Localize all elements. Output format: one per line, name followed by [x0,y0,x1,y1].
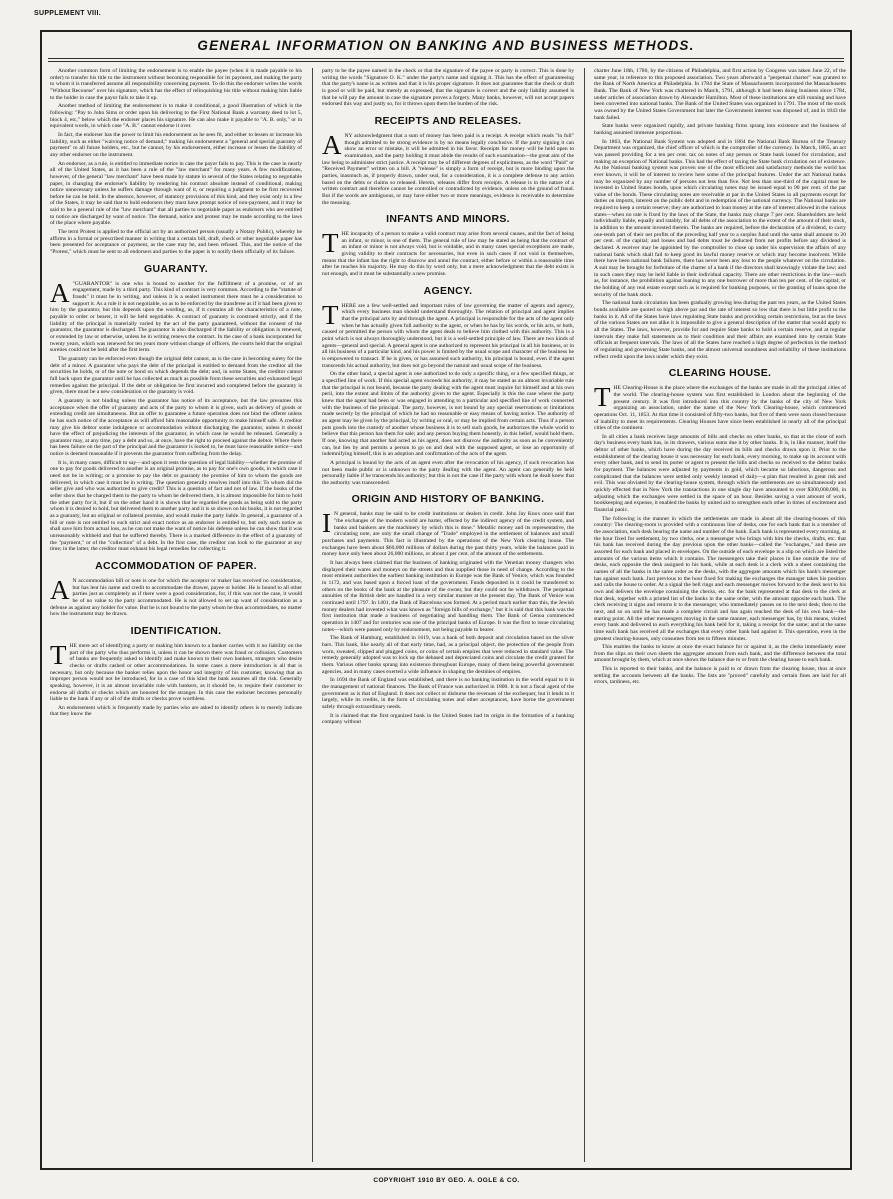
national-bank-paragraph: In 1863, the National Bank System was adopted and in 1864 the National Bank Bureau of the Treasury Department was organized, the chief officer of which is the comptroller of the currency. In March, 1865, an act was passed providing for a ten per cent. tax on notes of any person or State bank issued for circulation, and making an exception of National banks. This had the effect of taxing the State bank circulation out of existence. As the National banking system was proven one of the most efficient and satisfactory methods the world has ever known, it will be of interest to review here some of the principal features. Under the act National banks may be organized by any number of persons not less than five. Not less than one-third of the capital must be invested in United States bonds, upon which circulating notes may be issued equal to 90 per cent. of the par value of the bonds. These circulating notes are receivable at par in the United States in all payments except for duties on imports, interest on the public debt and in redemption of the national currency. The National banks are required to keep a certain reserve; they are authorized to loan money at the rate of interest allowed in the various states—when no rate is fixed by the laws of the State, the banks may charge 7 per cent. Shareholders are held individually liable, equally and ratably, for all debts of the association to the extent of the amount of their stock, in addition to the amount invested therein. The banks are required, before the declaration of a dividend, to carry one-tenth part of their net profits of the preceding half year to a surplus fund until the same shall amount to 20 per cent. of the capital; and losses and bad debts must be deducted from net profits before any dividend is declared. A receiver may be appointed by the comptroller to close up under his supervision the affairs of any national bank which shall fail to keep good its lawful money reserve or which may become insolvent. While there have been national bank failures, there has never been any loss to the people whatever on the circulation. A suit may be brought for forfeiture of the charter of a bank if the directors shall knowingly violate the law; and in such cases they may be held liable in their individual capacity. There are other restrictions in the law—such as, for instance, the prohibition against loaning to any one borrower of more than ten per cent. of the capital; or the holding of any real estate except such as is required for banking purposes, or the granting of loans upon the security of the bank stock. [594,138,846,298]
infants-heading: INFANTS AND MINORS. [386,213,510,226]
origin-paragraph [322,508,574,558]
agency-paragraph-text: HERE are a few well-settled and important rules of law governing the matter of agents and agency, which every business man should understand thoroughly. The relation of principal and agent implies that the principal acts by and through the agent. A principal is responsible for the acts of the agent only when he has actually given full authority to the agent, or when he has by his words, or his acts, or both, caused or permitted the person with whom the agent deals to believe him clothed with this authority. This is a point which is not always thoroughly understood, but it is a well-settled principle of law. There are two kinds of agents—general and special. A general agent is one authorized to represent his principal in all his business, or in all his business of a particular kind, and his power is limited by the usual scope and character of the business he is empowered to transact. If he is given, or has assumed such authority, his principal is bound, even if the agent transcends his actual authority, but does not go beyond the natural and usual scope of the business. [322,302,574,369]
origin-heading: ORIGIN AND HISTORY OF BANKING. [351,493,545,506]
masthead-rule-top [48,58,844,59]
drop-cap: T [50,639,67,670]
receipts-heading: RECEIPTS AND RELEASES. [374,114,522,127]
drop-cap: T [322,299,339,330]
origin-paragraph: The Bank of Hamburg, established in 1619, was a bank of both deposit and circulation based on the silver bars. This bank, like nearly all of that early time, had, as a principal object, the protection of the people from worn, sweated, clipped and plugged coins, or coins of certain empires that were reduced in standard value. The remedy generally adopted was to lock up the debased and depreciated coins and circulate the credit granted for them. Various other banks sprang into existence throughout Europe, many of them being powerful government agencies, and in many cases exerted a wide influence in shaping the destinies of empires. [322,635,574,675]
identification-paragraph [50,639,302,703]
clearing-house-heading: CLEARING HOUSE. [668,367,772,380]
endorsement-paragraph: In fact, the endorser has the power to limit his endorsement as he sees fit, and either to lessen or increase his liability, such as either "waiving notice of demand;" making his endorsement a "general and special guaranty of payment" to all future holders, etc., but he cannot, by his endorsement, either increase or lessen the liability of any other endorser on the instrument. [50,131,302,158]
clearing-house-paragraph: In all cities a bank receives large amounts of bills and checks on other banks, so that at the close of each day's business every bank has, in its drawers, various sums due it by other banks. It is, in like manner, itself the debtor of other banks, which have during the day received its bills and checks drawn upon it. Prior to the establishment of the clearing house it was necessary for each bank, every morning, to make up its account with every other bank, and to send its porter or agent to present the bills and checks so received to the debtor banks for payment. The balances were adjusted by payments in gold, which became so laborious, dangerous and complicated that the balances were settled only weekly instead of daily—a plan that resulted in great risk and evil. This was obviated by the clearing-house system, through which the settlements are so simultaneously and quickly effected that in New York the transactions in one single day have amounted to over $300,000,000, in adjusting which the exchanges were settled in the space of an hour. Besides saving a vast amount of work, bookkeeping and expense, it enabled the banks by united aid to strengthen each other in times of excitement and financial panic. [594,433,846,514]
endorsement-paragraph: Another common form of limiting the endorsement is to enable the payee (when it is made payable to his order) to transfer his title to the instrument without becoming responsible for its payment, and making the party to whom it is transferred assume all responsibility concerning payment. To do this the endorser writes the words "Without Recourse" over his signature, which has the effect of relinquishing his title without making him liable to the holder in case the payor fails to take it up. [50,68,302,101]
infants-paragraph-text: HE incapacity of a person to make a valid contract may arise from several causes, and the fact of being an infant, or minor, is one of them. The general rule of law may be stated as being that the contract of an infant or minor is not always void, but is voidable, and in many cases special exceptions are made, giving validity to their contracts for necessaries, but even in such cases if not void in themselves, means that the infant has the right to disavow and annul the contract, either before or within a reasonable time after he reaches his majority. He may do this by word only, but a mere acknowledgment that the debt exists is not enough, and it must be substantially a new promise. [322,231,574,278]
column-left [50,68,302,1162]
identification-heading: IDENTIFICATION. [130,624,222,637]
guaranty-paragraph: It is, in many cases, difficult to say—and upon it rests the question of legal liability—whether the promise of one to pay for goods delivered to another is an original promise, as to pay for one's own goods, in which case it need not be in writing; or a promise to pay the debt or guaranty the promise of him to whom the goods are delivered, in which case it must be in writing. The question generally resolves itself into this: To whom did the seller give and who was authorized to give credit? This is a question of fact and not of law. If the books of the seller show that he charged them to the party to whom he delivered them, it is almost impossible for him to hold the other party for it, but if on the other hand it is shown that he regarded the goods as being sold to the party whom it is desired to hold, but delivered them to another party and it is so shown on his books, it is not regarded as a guaranty, but an original or collateral promise, and would make the party liable. In general, a guarantor of a bill or note is not entitled to such strict and exact notice as an endorser is entitled to, but only such notice as shall save him from actual loss, as he can not make the want of notice his defense unless he can show that it was unreasonably withheld and that he suffered thereby. There is a marked difference in the effect of a guaranty of the "payment," or of the "collection" of a debt. In the first case, the creditor can look to the guarantor at any time; in the latter, the creditor must exhaust his legal remedies for collecting it. [50,459,302,553]
agency-paragraph [322,299,574,370]
identification-paragraph: An endorsement which is frequently made by parties who are asked to identify others is to merely indicate that they know the [50,704,302,718]
column-right [594,68,846,1162]
receipts-paragraph-text: NY acknowledgment that a sum of money has been paid is a receipt. A receipt which reads "in full" though admitted to be strong evidence is by no means legally conclusive. If the party signing it can show an error or mistake, it will be admitted in his favor. Receipts for money will be held open to examination, and the party holding it must abide the results of such examination—the great aim of the law being to administer strict justice. A receipt may be of different degrees of explicitness, as the word "Paid" or "Received Payment" written on a bill. A "release" is simply a form of receipt, but is more binding upon the parties, inasmuch as, if properly drawn, under seal, for a consideration, it is a complete defense to any action based on the debts or claims so released. Herein, releases differ from receipts. A release is in the nature of a written contract and therefore cannot be controlled or contradicted by evidence, unless on the ground of fraud. But if the words are ambiguous, or may have either two or more meanings, evidence is receivable to determine the meaning. [322,132,574,206]
origin-paragraph: In 1694 the Bank of England was established, and there is no banking institution in the world equal to it in the management of national finances. The Bank of France was authorized in 1800. It is not a fiscal agent of the government as is that of England. It does not collect or disburse the revenues of the exchequer, but it lends to it largely, while its credits, in the form of circulating notes and other acceptances, have borne the government safely through extraordinary needs. [322,677,574,710]
agency-paragraph: A principal is bound by the acts of an agent even after the revocation of his agency, if such revocation has not been made public or is unknown to the party dealing with the agent. An agent can generally be held personally liable if he transcends his authority; but this is not the case if the party with whom he dealt knew that the authority was transcended. [322,459,574,486]
clearing-house-paragraph [594,382,846,432]
drop-cap: A [322,129,342,160]
drop-cap: A [50,277,70,308]
supplement-label: SUPPLEMENT VIII. [34,10,102,17]
infants-paragraph [322,228,574,278]
guaranty-paragraph: The guaranty can be enforced even though the original debt cannot, as is the case in becoming surety for the debt of a minor. A guarantor who pays the debt of the principal is entitled to demand from the creditor all the securities he holds, or of the note or bond on which depends the debt; and, in some States, the creditor cannot fall back upon the guarantor until he has collected as much as possible from these securities and exhausted legal remedies against the principal. If the debt or obligation be first incurred and completed before the guaranty is given, there must be a new consideration or the guaranty is void. [50,355,302,396]
endorsement-paragraph: Another method of limiting the endorsement is to make it conditional, a good illustration of which is the following: "Pay to John Sims or order upon his delivering to the First National Bank a warranty deed to lot 5, block 4, etc," below which the endorser places his signature. He can also make it payable to "A. B. only," or in equivalent words, in which case "A. B." cannot endorse it over. [50,103,302,130]
guaranty-heading: GUARANTY. [144,262,208,275]
clearing-house-paragraph: The following is the manner in which the settlements are made in about all the clearing-houses of this country: The clearing-room is provided with a continuous line of desks, one for each bank that is a member of the association, each desk bearing the name and number of the bank. Each bank is represented every morning, at the hour fixed for settlement, by two clerks, one a messenger who brings with him the checks, drafts, etc. that his bank has received during the day previous upon the other banks—called the "exchanges," and these are assorted for each bank and placed in envelopes. On the outside of each envelope is a slip on which are listed the amounts of the various items which it contains. The messengers take their places in line outside the row of desks, each opposite the desk assigned to his bank, while at each desk is a clerk with a sheet containing the names of all the banks in the same order as the desks, with the aggregate amounts which his bank's messenger has against each bank. Just previous to the hour fixed for making the exchanges the manager takes his position and calls the house to order. At a signal the bell rings and each messenger moves forward to the desk next to his own and delivers the envelope containing the checks, etc. for the bank represented at that desk to the clerk at that desk, together with a printed list of the banks in the same order, with the amount opposite each bank. The clerk receiving it signs and returns it to the messenger, who immediately passes on to the next desk; then to the next, and so on until he has made a complete circuit and has again reached the desk of his own bank—the starting point. All the other messengers moving in the same manner, each messenger has, by this means, visited every bank and delivered to each everything his bank held for it, taking a receipt for the same; and at the same time each bank has received all the exchanges that every other bank had against it. This operation, even in the greatest clearing-houses, only consumes from ten to fifteen minutes. [594,515,846,642]
agency-paragraph: On the other hand, a special agent is one authorized to do only a specific thing, or a few specified things, or a specified line of work. If this special agent exceeds his authority, it may be stated as an almost invariable rule that the principal is not bound, because the party dealing with the agent must inquire for himself and at his own peril, into the extent and limits of the authority given to the agent. Especially is this the case where the party knew that the agent had been or was engaged in attending to a particular and specified line of work connected with the business of the principal. The party, however, is not bound by any special reservations or limitations made secretly by the principal of which he had no reasonable or easy means of having notice. The authority of an agent may be given by the principal, by writing or oral, or may be implied from certain acts. Thus if a person puts goods into the custody of another whose business it is to sell such goods, he authorizes the whole world to believe that this person has them for sale; and any person buying them honestly, in this belief, would hold them. If one, knowing that another had acted as his agent, does not disavow the authority as soon as he conveniently can, but lies by and permits a person to go on and deal with the supposed agent, or lose an opportunity of indemnifying himself, this is an adoption and confirmation of the acts of the agent. [322,371,574,458]
banking-history-paragraph: State banks were organized rapidly, and private banking firms sprang into existence and the business of banking assumed immense proportions. [594,123,846,136]
protest-paragraph: The term Protest is applied to the official act by an authorized person (usually a Notary Public), whereby he affirms in a formal or prescribed manner in writing that a certain bill, draft, check or other negotiable paper has been presented for acceptance or payment, as the case may be, and been refused. This, and the notice of the "Protest," which must be sent to all endorsers and parties to the paper is to notify them officially of its failure. [50,229,302,256]
accommodation-paragraph-text: N accommodation bill or note is one for which the acceptor or maker has received no consideration, but has lent his name and credit to accommodate the drawer, payee or holder. He is bound to all other parties just as completely as if there were a good consideration, for, if this was not the case, it would be of no value to the party accommodated. He is not allowed to set up want of consideration as a defense as against any holder for value. But he is not bound to the party whom he thus accommodates, no matter how the instrument may be drawn. [50,577,302,618]
drop-cap: T [322,228,339,259]
article-columns [50,68,846,1164]
guaranty-paragraph-text: "GUARANTOR" is one who is bound to another for the fulfillment of a promise, or of an engagement, made by a third party. This kind of contract is very common. According to the "statute of frauds" it must be in writing, and unless it is a sealed instrument there must be a consideration to support it. As a rule it is not negotiable, so as to be enforced by the transferee as if it had been given to him by the guarantor, but this depends upon the wording, as, if it contains all the characteristics of a note, payable to order or bearer, it will be held negotiable. A contract of guaranty is construed strictly, and if the liability of the principal is materially varied by the act of the party guaranteed, without the consent of the guarantor, the guarantor is discharged. The guarantor is also discharged if the liability or obligation is renewed, or extended by law or otherwise, unless he in writing renews the contract. In the case of a bank incorporated for twenty years, which was renewed for ten years more without change of officers, the courts held that the original sureties could not be held after the first term. [50,280,302,354]
clearing-house-paragraph: This enables the banks to know at once the exact balance for or against it, as the clerks immediately enter from the slips on their own sheets the aggregate amount from each bank, and the difference between the total amount brought by them, which at once shows the balance due to or from the clearing house to each bank. [594,644,846,664]
receipts-paragraph [322,129,574,206]
clearing-house-paragraph: This is reported to their banks, and the balance is paid to or drawn from the clearing house, thus at once settling the accounts between all the banks. The lists are "proved" carefully and certain fines are laid for all errors, tardiness, etc. [594,666,846,686]
guaranty-paragraph: A guaranty is not binding unless the guarantor has notice of its acceptance, but the law presumes this acceptance when the offer of guaranty and acts of the party to whom it is given, such as delivery of goods or extending credit are simultaneous. But an offer to guarantee a future operation does not bind the offerer unless he has such notice of the acceptance as will afford him reasonable opportunity to make himself safe. A creditor may give his debtor some indulgence or accommodation without discharging the guarantor, unless it should have the effect of prejudicing the interests of the guarantor, in which case he would be released. Generally a guarantor may, at any time, pay a debt and so, at once, have the right to proceed against the debtor. Where there has been failure on the part of the principal and the guarantor is looked to, he must have reasonable notice—and notice is deemed reasonable if it prevents the guarantor from suffering from the delay. [50,397,302,458]
clearing-house-paragraph-text: HE Clearing-House is the place where the exchanges of the banks are made in all the principal cities of the world. The clearing-house system was first established in London about the beginning of the present century. It was first introduced into this country by the banks of the city of New York organizing an association, under the name of the New York Clearing-house, which commenced operations Oct. 11, 1853. At that time it consisted of fifty-two banks, but five of them were soon closed because of inability to meet its requirements. Clearing Houses have since been established in nearly all of the principal cities of the continent. [594,385,846,432]
column-middle [322,68,574,1162]
agency-heading: AGENCY. [423,284,473,297]
masthead-title: GENERAL INFORMATION ON BANKING AND BUSINESS METHODS. [197,38,695,53]
column-divider [312,68,313,1162]
signature-paragraph: party to be the payee named in the check or that the signature of the payee or party is correct. This is done by writing the words "Signature O. K." under the party's name and signing it. This has the effect of guaranteeing that the party's name is as written and that it is his proper signature. It does not guarantee that the check or draft is good or will be paid, but merely as expressed, that the signature is correct and the only liability assumed is that he will pay the amount in case the signature proves a forgery. Many banks, however, will not accept papers endorsed this way and justly so, for it throws upon them the burden of the risk. [322,68,574,108]
endorsement-paragraph: An endorser, as a rule, is entitled to immediate notice in case the payor fails to pay. This is the case in nearly all of the United States, as it has been a rule of the "law merchant" for many years. A few modifications, however, of the general "law merchant" have been made by statute in several of the States relating to negotiable paper, in changing the endorser's liability by rendering his contract absolute instead of conditional, making notice unnecessary unless he suffers damage through want of it, or requiring a judgment to be first recovered before he can be held. In the absence, however, of statutory provisions of this kind, and they exist only in a few of the States, it may be said that to hold endorsers they must have prompt notice of non-payment, and it may be said to be a general rule of the "law merchant" that all parties to negotiable paper as endorsers who are entitled to notice are discharged by want of notice. The demand, notice and protest may be made according to the laws of the place where payable. [50,160,302,227]
origin-paragraph: It has always been claimed that the business of banking originated with the Venetian money changers who displayed their wares and moneys on the streets and thus supplied those in need of change. According to the most eminent authorities the earliest banking institution in Europe was the Bank of Venice, which was founded in 1172, and was based upon a forced loan of the government. Funds deposited in it could be transferred to others on the books of the bank at the pleasure of the owner, but they could not be withdrawn. The perpetual annuities of the British debt are handled in a very similar manner at the present day. The Bank of Venice was continued until 1797. In 1401, the Bank of Barcelona was formed. At a period much earlier than this, the Jewish money dealers had invented what was known as "foreign bills of exchange," but it is said that this bank was the first institution that made a business of negotiating and handling them. The Bank of Genoa commenced operation in 1407 and for centuries was one of the principal banks of Europe. It was the first to issue circulating notes—which were passed only by endorsement, not being payable to bearer. [322,560,574,633]
drop-cap: I [322,508,331,539]
page-frame [40,30,852,1170]
drop-cap: T [594,382,611,413]
identification-paragraph-text: HE mere act of identifying a party or making him known to a banker carries with it no liability on the part of the party who thus performs it, unless it can be shown there was fraud or collusion. Customers of banks are frequently asked to identify and make known to their own bankers, strangers who desire checks or drafts cashed or other accommodations. In some cases a mere introduction is all that is necessary, but only because the banker relies upon the honor and integrity of his customer, knowing that an improper person would not be introduced, for in a case of this kind the bank assumes all the risk. Generally speaking, however, it is an almost invariable rule with bankers, as it should be, to require their customer to endorse all drafts or checks which are honored for the stranger. In this case the endorser becomes personally liable to the bank if any or all of the drafts or checks prove worthless. [50,642,302,703]
origin-paragraph-text: N general, banks may be said to be credit institutions or dealers in credit. John Jay Knox once said that "the exchanges of the modern world are barter, effected by the indirect agency of the credit system, and banks and bankers are the machinery by which this is done." Metallic money and its representative, the circulating note, are only the small change of "Trade" employed in the settlement of balances and small purchases and payments. This fact is illustrated by the operations of the New York clearing house. The exchanges have been about $60,000 millions of dollars during the past thirty years, while the balances paid in money have only been about 26,000 millions, or about 4 per cent. of the amount of the settlements. [322,511,574,558]
masthead-rule-bottom [48,61,844,62]
accommodation-paragraph [50,574,302,618]
drop-cap: A [50,574,70,605]
origin-paragraph: It is claimed that the first organized bank in the United States had its origin in the formation of a banking company without [322,712,574,726]
column-divider [584,68,585,1162]
accommodation-heading: ACCOMMODATION OF PAPER. [95,559,257,572]
guaranty-paragraph [50,277,302,354]
national-bank-paragraph: The national bank circulation has been gradually growing less during the past ten years, as the United States bonds available are quoted so high above par and the rate of interest so low that there is but little profit to the banks in it. All of the States have laws regulating State banks and providing certain restrictions, but as the laws of the various States are not alike it is impossible to give a general description of the matter that would apply to all the States. The laws, however, provide for and require State banks to hold a certain reserve, and at regular intervals they make full statements as to their condition and their affairs are examined into by certain State officials at frequent intervals. The laws of all the States have reached a high degree of perfection in the method of regulating and governing State banks, and the almost universal soundness and reliability of these institutions reflect credit upon the laws under which they exist. [594,300,846,360]
copyright-notice: COPYRIGHT 1910 BY GEO. A. OGLE & CO. [373,1177,520,1184]
banking-history-paragraph: charter June 18th, 1780, by the citizens of Philadelphia, and first action by Congress was taken June 22, of the same year, in reference to this proposed association. Two years afterward a "perpetual charter" was granted to the Bank of North America at Philadelphia. In 1784 the State of Massachusetts incorporated the Massachusetts Bank. The Bank of New York was chartered in March, 1791, although it had been doing business since 1784, under articles of association drawn by Alexander Hamilton. Most of these institutions are still running and have been converted into national banks. The Bank of the United States was organized in 1791. The most of the stock was owned by the United States Government but later the Government interest was disposed of, and in 1843 the bank failed. [594,68,846,121]
